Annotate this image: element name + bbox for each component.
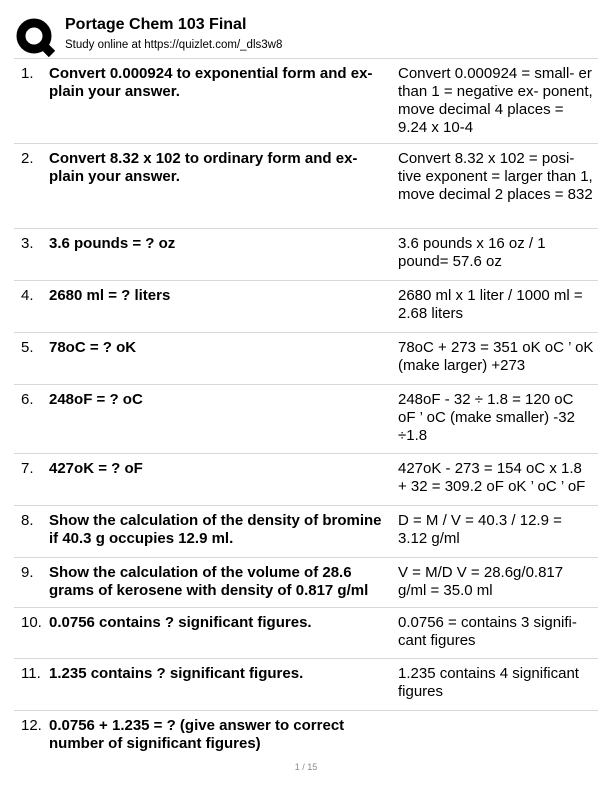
card-number: 5. (21, 339, 34, 356)
card-term: 0.0756 + 1.235 = ? (give answer to correct number of significant figures) (49, 717, 345, 752)
card-number: 1. (21, 65, 34, 82)
card-term: 78oC = ? oK (49, 339, 137, 356)
flashcard-row (14, 280, 598, 332)
card-definition: D = M / V = 40.3 / 12.9 = 3.12 g/ml (398, 512, 562, 547)
card-definition: Convert 8.32 x 102 = posi- tive exponent = larger than 1, move decimal 2 places = 832 (398, 150, 593, 203)
flashcard-row (14, 58, 598, 143)
card-term: 2680 ml = ? liters (49, 287, 171, 304)
card-number: 7. (21, 460, 34, 477)
card-definition: 0.0756 = contains 3 signifi- cant figures (398, 614, 577, 649)
card-number: 8. (21, 512, 34, 529)
flashcard-row (14, 658, 598, 710)
card-number: 10. (21, 614, 42, 631)
card-number: 3. (21, 235, 34, 252)
card-term: Show the calculation of the volume of 28.6 grams of kerosene with density of 0.817 g/ml (49, 564, 369, 599)
set-title: Portage Chem 103 Final (65, 16, 247, 33)
flashcard-row (14, 557, 598, 607)
card-term: 248oF = ? oC (49, 391, 143, 408)
card-term: Convert 0.000924 to exponential form and ex- plain your answer. (49, 65, 373, 100)
page-number: 1 / 15 (294, 762, 318, 772)
flashcard-row (14, 453, 598, 505)
card-term: 1.235 contains ? significant figures. (49, 665, 304, 682)
card-definition: 1.235 contains 4 significant figures (398, 665, 579, 700)
flashcard-row (14, 384, 598, 453)
card-definition: 2680 ml x 1 liter / 1000 ml = 2.68 liters (398, 287, 583, 322)
card-definition: Convert 0.000924 = small- er than 1 = negative ex- ponent, move decimal 4 places = 9.24 x 10-4 (398, 65, 593, 136)
card-term: Convert 8.32 x 102 to ordinary form and ex- plain your answer. (49, 150, 358, 185)
flashcard-row (14, 332, 598, 384)
card-definition: 3.6 pounds x 16 oz / 1 pound= 57.6 oz (398, 235, 546, 270)
card-number: 11. (21, 665, 41, 682)
card-term: Show the calculation of the density of bromine if 40.3 g occupies 12.9 ml. (49, 512, 382, 547)
flashcard-row (14, 710, 598, 760)
flashcard-row (14, 505, 598, 557)
card-term: 427oK = ? oF (49, 460, 143, 477)
card-definition: 248oF - 32 ÷ 1.8 = 120 oC oF ’ oC (make smaller) -32 ÷1.8 (398, 391, 575, 444)
flashcard-row (14, 228, 598, 280)
card-number: 12. (21, 717, 42, 734)
page-header (15, 15, 605, 59)
card-number: 6. (21, 391, 34, 408)
card-number: 4. (21, 287, 34, 304)
card-number: 2. (21, 150, 34, 167)
flashcard-list (14, 58, 598, 760)
study-link[interactable]: Study online at https://quizlet.com/_dls3w8 (65, 39, 283, 51)
card-definition: 427oK - 273 = 154 oC x 1.8 + 32 = 309.2 oF oK ’ oC ’ oF (398, 460, 586, 495)
card-number: 9. (21, 564, 34, 581)
quizlet-logo-icon (15, 17, 55, 57)
flashcard-row (14, 607, 598, 658)
flashcard-row (14, 143, 598, 228)
card-term: 3.6 pounds = ? oz (49, 235, 176, 252)
card-definition: 78oC + 273 = 351 oK oC ’ oK (make larger) +273 (398, 339, 594, 374)
card-term: 0.0756 contains ? significant figures. (49, 614, 312, 631)
card-definition: V = M/D V = 28.6g/0.817 g/ml = 35.0 ml (398, 564, 564, 599)
